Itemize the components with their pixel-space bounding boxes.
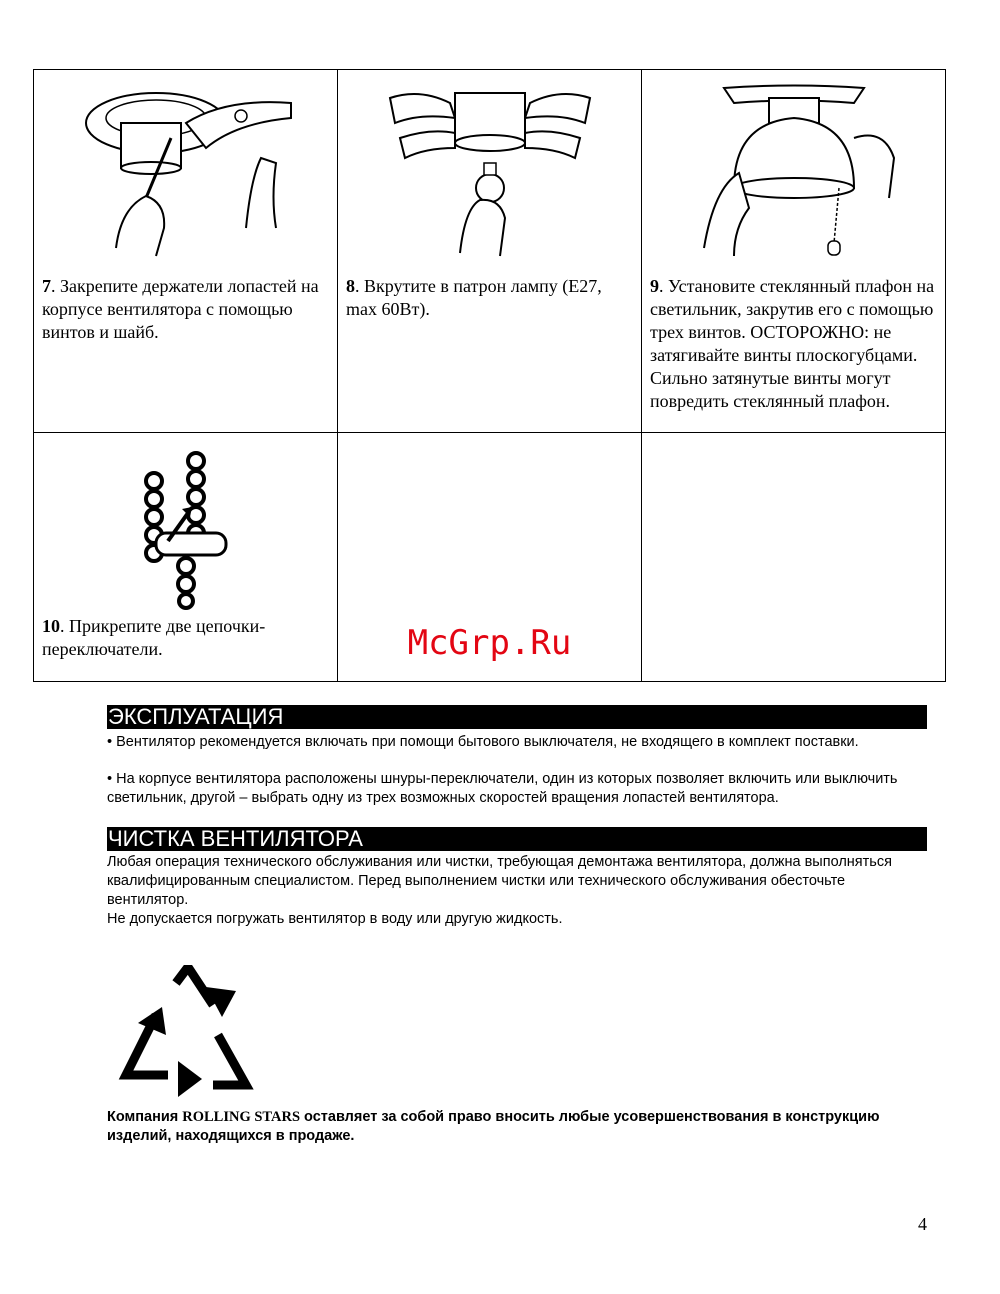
step-number: 8 (346, 276, 355, 296)
step-9-text (650, 275, 939, 413)
operation-bullet: • На корпусе вентилятора расположены шнуры-переключатели, один из которых позволяет включить или выключить светильник, другой – выбрать одну из трех возможных скоростей вращения лопастей вентилятора. (107, 771, 898, 806)
step-10-cell (34, 433, 338, 682)
step-number: 10 (42, 616, 60, 636)
disclaimer-prefix: Компания (107, 1109, 183, 1125)
cleaning-paragraph: Любая операция технического обслуживания или чистки, требующая демонтажа вентилятора, должна выполняться квалифицированным специалистом. Перед выполнением чистки или технического обслуживания обесточьте вентилятор. (107, 854, 892, 908)
empty-cell (642, 433, 946, 682)
disclaimer-suffix: оставляет за собой право вносить любые усовершенствования в конструкцию изделий, находящихся в продаже. (107, 1109, 880, 1144)
cleaning-heading: ЧИСТКА ВЕНТИЛЯТОРА (107, 827, 927, 851)
operation-heading: ЭКСПЛУАТАЦИЯ (107, 705, 927, 729)
step-8-text (346, 275, 635, 321)
step-9-cell (642, 70, 946, 433)
step-10-text (42, 615, 331, 661)
step-description: . Прикрепите две цепочки-переключатели. (42, 616, 266, 659)
brand-name: ROLLING STARS (182, 1109, 301, 1125)
watermark: McGrp.Ru (407, 623, 572, 663)
step-8-cell (338, 70, 642, 433)
step-description: . Установите стеклянный плафон на светильник, закрутив его с помощью трех винтов. ОСТОРОЖНО: не затягивайте винты плоскогубцами. Сильно затянутые винты могут повредить стеклянный плафон. (650, 276, 935, 411)
step-9-illustration (642, 78, 945, 268)
cleaning-paragraph: Не допускается погружать вентилятор в воду или другую жидкость. (107, 911, 563, 927)
operation-bullet: • Вентилятор рекомендуется включать при помощи бытового выключателя, не входящего в комплект поставки. (107, 734, 859, 750)
step-8-illustration (338, 78, 641, 268)
step-10-illustration (34, 441, 337, 631)
step-description: . Вкрутите в патрон лампу (Е27, max 60Вт). (346, 276, 602, 319)
step-number: 9 (650, 276, 659, 296)
step-description: . Закрепите держатели лопастей на корпусе вентилятора с помощью винтов и шайб. (42, 276, 319, 342)
disclaimer (107, 1108, 927, 1146)
installation-steps-table (33, 69, 946, 682)
empty-cell (338, 433, 642, 682)
page-number: 4 (918, 1214, 927, 1234)
step-7-text (42, 275, 331, 344)
step-number: 7 (42, 276, 51, 296)
recycle-icon (118, 965, 258, 1110)
step-7-illustration (34, 78, 337, 268)
step-7-cell (34, 70, 338, 433)
